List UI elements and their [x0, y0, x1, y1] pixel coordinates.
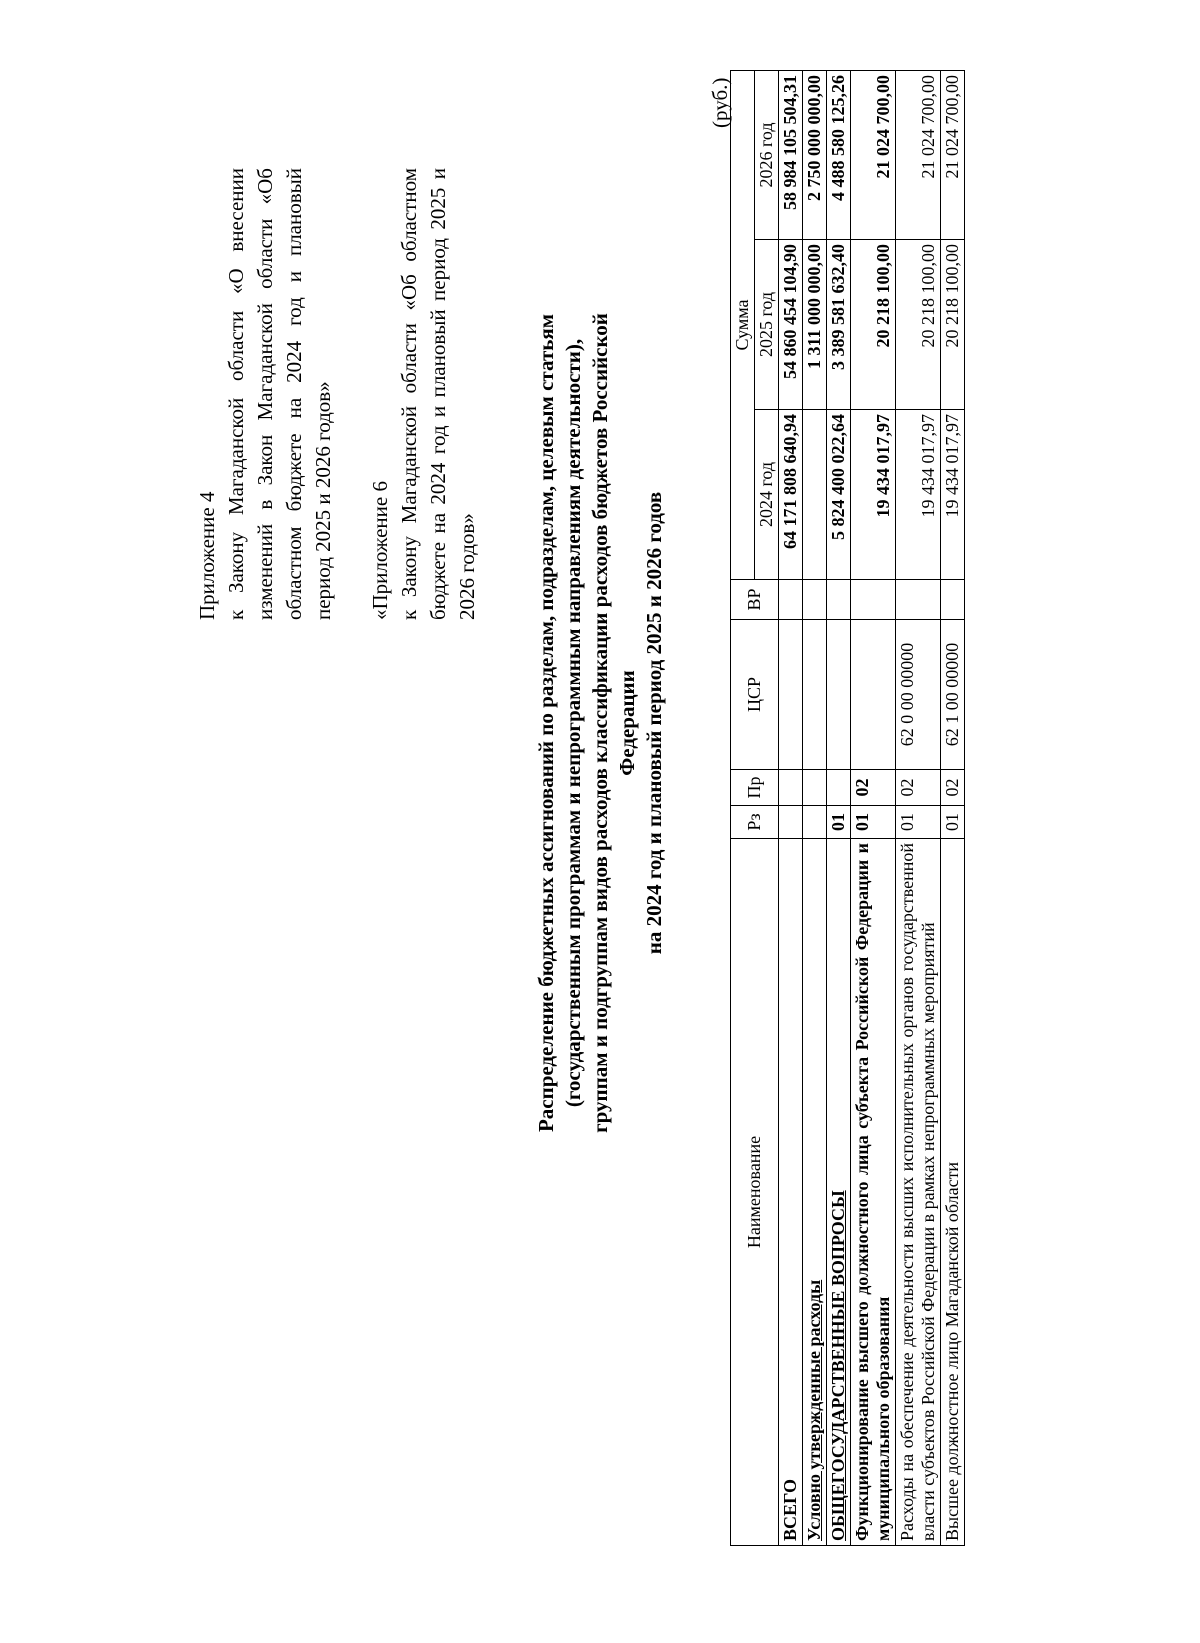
document-title: [533, 273, 668, 1173]
row-name: Функционирование высшего должностного лица субъекта Российской Федерации и муниципального образования: [851, 839, 896, 1546]
header-2025: 2025 год: [755, 240, 779, 410]
row-pr: [803, 770, 827, 806]
table-row-total: [779, 70, 803, 1545]
row-2024: 64 171 808 640,94: [779, 410, 803, 580]
row-2025: 20 218 100,00: [851, 240, 896, 410]
appendix-4-label: Приложение 4: [195, 491, 219, 620]
row-2026: 21 024 700,00: [896, 70, 941, 239]
table-row-function: [851, 70, 896, 1545]
table-row-conditional: [803, 70, 827, 1545]
row-pr: 02: [941, 770, 965, 806]
row-vr: [851, 580, 896, 620]
row-2025: 20 218 100,00: [941, 240, 965, 410]
row-rz: 01: [851, 806, 896, 839]
row-2026: 21 024 700,00: [851, 70, 896, 239]
row-csr: [779, 620, 803, 770]
header-rz: Рз: [731, 806, 779, 839]
title-line-4: на 2024 год и плановый период 2025 и 2026 годов: [642, 491, 666, 955]
row-pr: 02: [851, 770, 896, 806]
row-name: ВСЕГО: [779, 839, 803, 1546]
row-pr: [779, 770, 803, 806]
row-2024: 5 824 400 022,64: [827, 410, 851, 580]
row-2024: 19 434 017,97: [896, 410, 941, 580]
budget-table: [730, 70, 965, 1546]
row-name: [827, 839, 851, 1546]
header-name: Наименование: [731, 839, 779, 1546]
table-row-official: [941, 70, 965, 1545]
row-name-text: ОБЩЕГОСУДАРСТВЕННЫЕ ВОПРОСЫ: [828, 1190, 848, 1541]
row-vr: [896, 580, 941, 620]
header-pr: Пр: [731, 770, 779, 806]
unit-label: (руб.): [708, 77, 732, 128]
row-2026: 58 984 105 504,31: [779, 70, 803, 239]
row-csr: 62 0 00 00000: [896, 620, 941, 770]
row-name: Расходы на обеспечение деятельности высших исполнительных органов государственной власти субъектов Российской Федерации в рамках непрограммных мероприятий: [896, 839, 941, 1546]
row-rz: 01: [896, 806, 941, 839]
row-rz: 01: [827, 806, 851, 839]
row-pr: [827, 770, 851, 806]
row-vr: [941, 580, 965, 620]
header-vr: ВР: [731, 580, 779, 620]
row-rz: 01: [941, 806, 965, 839]
header-csr: ЦСР: [731, 620, 779, 770]
table-row-expenses: [896, 70, 941, 1545]
row-csr: [827, 620, 851, 770]
row-rz: [803, 806, 827, 839]
title-line-1: Распределение бюджетных ассигнований по разделам, подразделам, целевым статьям: [534, 313, 558, 1133]
appendix-header: [193, 168, 482, 620]
row-2026: 2 750 000 000,00: [803, 70, 827, 239]
table-row-general: [827, 70, 851, 1545]
row-2025: 1 311 000 000,00: [803, 240, 827, 410]
row-2024: 19 434 017,97: [941, 410, 965, 580]
row-2024: [803, 410, 827, 580]
row-2026: 21 024 700,00: [941, 70, 965, 239]
row-name: [803, 839, 827, 1546]
row-csr: [803, 620, 827, 770]
title-line-3: группам и подгруппам видов расходов классификации расходов бюджетов Российской Федерации: [588, 313, 639, 1133]
row-vr: [803, 580, 827, 620]
row-name: Высшее должностное лицо Магаданской области: [941, 839, 965, 1546]
row-2025: 3 389 581 632,40: [827, 240, 851, 410]
row-vr: [827, 580, 851, 620]
row-rz: [779, 806, 803, 839]
row-name-text: Условно утвержденные расходы: [804, 1279, 824, 1541]
row-csr: 62 1 00 00000: [941, 620, 965, 770]
header-2026: 2026 год: [755, 70, 779, 239]
row-2024: 19 434 017,97: [851, 410, 896, 580]
row-2025: 54 860 454 104,90: [779, 240, 803, 410]
row-2026: 4 488 580 125,26: [827, 70, 851, 239]
row-vr: [779, 580, 803, 620]
appendix-4-text: к Закону Магаданской области «О внесении изменений в Закон Магаданской области «Об областном бюджете на 2024 год и плановый период 2025 и 2026 годов»: [224, 168, 335, 620]
title-line-2: (государственным программам и непрограммным направлениям деятельности),: [561, 338, 585, 1108]
header-row-1: [731, 70, 755, 1545]
row-2025: 20 218 100,00: [896, 240, 941, 410]
row-csr: [851, 620, 896, 770]
appendix-6-label: «Приложение 6: [368, 481, 392, 620]
header-2024: 2024 год: [755, 410, 779, 580]
row-pr: 02: [896, 770, 941, 806]
appendix-6-text: к Закону Магаданской области «Об областном бюджете на 2024 год и плановый период 2025 и 2026 годов»: [397, 168, 479, 620]
header-sum: Сумма: [731, 70, 755, 579]
